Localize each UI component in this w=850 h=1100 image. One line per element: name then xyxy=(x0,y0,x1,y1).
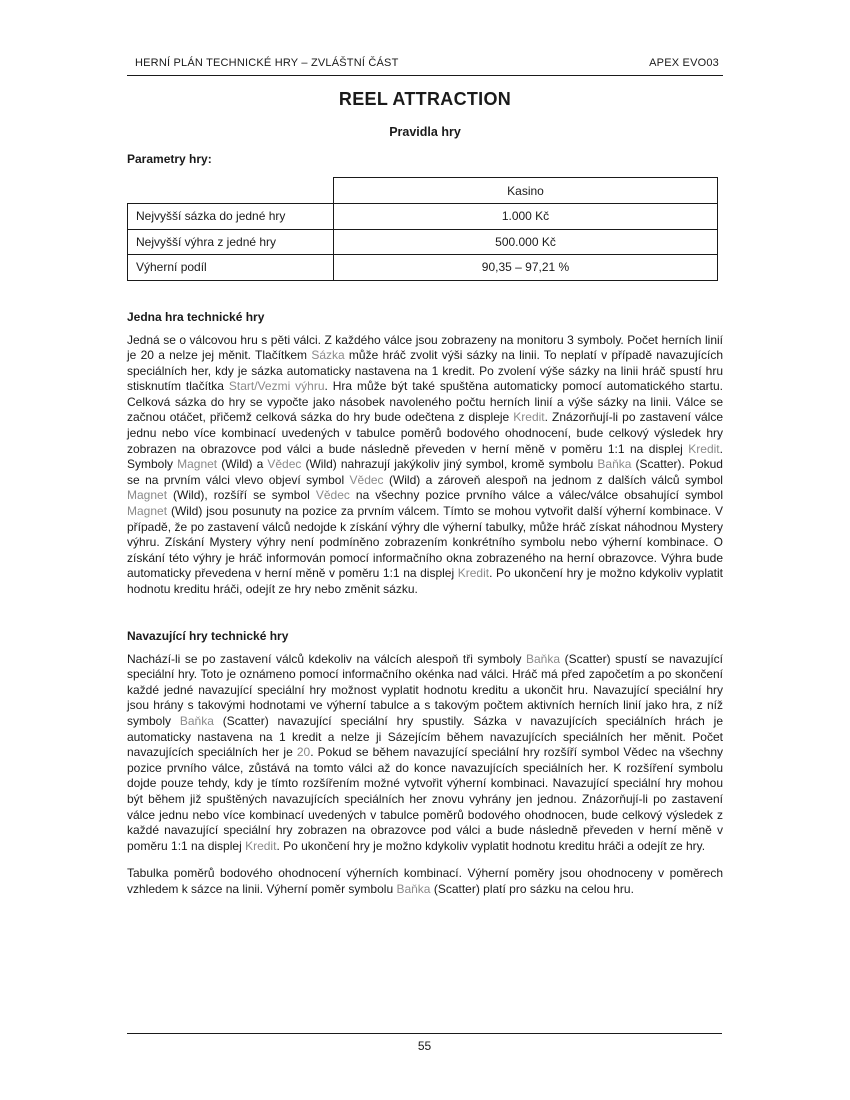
header-right-text: APEX EVO03 xyxy=(649,57,719,69)
header-rule xyxy=(127,75,723,76)
document-header xyxy=(127,57,723,69)
column-header-label: Kasino xyxy=(507,183,544,198)
section-paragraph: Tabulka poměrů bodového ohodnocení výherních kombinací. Výherní poměry jsou ohodnoceny v poměrech vzhledem k sázce na linii. Výherní poměr symbolu Baňka (Scatter) platí pro sázku na celou hru. xyxy=(127,866,723,896)
table-row xyxy=(128,229,717,255)
page-number: 55 xyxy=(417,1039,432,1053)
param-label: Nejvyšší výhra z jedné hry xyxy=(128,230,334,255)
rules-subtitle: Pravidla hry xyxy=(389,125,461,139)
section-heading-single-game: Jedna hra technické hry xyxy=(127,309,265,324)
section-heading-bonus-games: Navazující hry technické hry xyxy=(127,628,289,643)
section-paragraph: Jedná se o válcovou hru s pěti válci. Z každého válce jsou zobrazeny na monitoru 3 symboly. Počet herních linií je 20 a nelze jej měnit. Tlačítkem Sázka může hráč zvolit výši sázky na linii. To neplatí v případě navazujících speciálních her, kdy je sázka automaticky nastavena na 1 kredit. Po zvolení výše sázky na linii hráč spustí hru stisknutím tlačítka Start/Vezmi výhru. Hra může být také spuštěna automaticky pomocí automatického startu. Celková sázka do hry se vypočte jako násobek navoleného počtu herních linií a výše sázky na linii. Válce se začnou otáčet, přičemž celková sázka do hry bude odečtena z displeje Kredit. Znázorňují-li po zastavení válce jednu nebo více kombinací uvedených v tabulce poměrů bodového ohodnocení, bude celkový výsledek hry zobrazen na obrazovce pod válci a bude následně převeden v herní měně v poměru 1:1 na displej Kredit. Symboly Magnet (Wild) a Vědec (Wild) nahrazují jakýkoliv jiný symbol, kromě symbolu Baňka (Scatter). Pokud se na prvním válci vlevo objeví symbol Vědec (Wild) a zároveň alespoň na jednom z dalších válců symbol Magnet (Wild), rozšíří se symbol Vědec na všechny pozice prvního válce a válec/válce obsahující symbol Magnet (Wild) jsou posunuty na pozice za prvním válcem. Tímto se mohou vytvořit další výherní kombinace. V případě, že po zastavení válců nedojde k získání výhry dle výherní tabulky, může hráč získat náhodnou Mystery výhru. Získání Mystery výhry není podmíněno zobrazením konkrétního symbolu nebo výherní kombinace. O získání této výhry je hráč informován pomocí informačního okna zobrazeného na herní obrazovce. Výhra bude automaticky převedena v herní měně v poměru 1:1 na displej Kredit. Po ukončení hry je možno kdykoliv vyplatit hodnotu kreditu hráči, odejít ze hry nebo změnit sázku. xyxy=(127,332,724,596)
table-column-header xyxy=(333,177,718,203)
game-parameters-label: Parametry hry: xyxy=(127,152,212,166)
parameters-table-body xyxy=(127,203,718,281)
section-paragraph: Nachází-li se po zastavení válců kdekoliv na válcích alespoň tři symboly Baňka (Scatter) spustí se navazující speciální hry. Toto je oznámeno pomocí informačního okénka nad válci. Hráč má před započetím a po skončení každé jedné navazující speciální hry možnost vyplatit hodnotu kreditu a ukončit hru. Navazující speciální hry jsou hrány s takovými hodnotami ve výherní tabulce a s takovým počtem aktivních herních linií jako hra, z níž symboly Baňka (Scatter) navazující speciální hry spustily. Sázka v navazujících speciálních hrách je automaticky nastavena na 1 kredit a nelze ji Sázejícím během navazujících speciálních her měnit. Počet navazujících speciálních her je 20. Pokud se během navazující speciální hry rozšíří symbol Vědec na všechny pozice prvního válce, zůstává na tomto válci až do konce navazujících speciálních her. K rozšíření symbolu dojde pouze tehdy, kdy je tímto rozšířením možné vytvořit výherní kombinaci. Navazující speciální hry mohou být během již spuštěných navazujících speciálních her znovu vyhrány jen jednou. Znázorňují-li po zastavení válce jednu nebo více kombinací uvedených v tabulce poměrů bodového ohodnocen, bude celkový výsledek z každé navazující speciální hry zobrazen na obrazovce pod válci a bude následně převeden v herní měně v poměru 1:1 na displej Kredit. Po ukončení hry je možno kdykoliv vyplatit hodnotu kreditu hráči a odejít ze hry. xyxy=(127,651,723,853)
param-value: 500.000 Kč xyxy=(495,234,556,249)
footer-rule xyxy=(127,1033,722,1034)
parameters-table xyxy=(127,177,718,281)
param-value: 1.000 Kč xyxy=(501,209,550,224)
table-row xyxy=(128,204,717,229)
header-left-text: HERNÍ PLÁN TECHNICKÉ HRY – ZVLÁŠTNÍ ČÁST xyxy=(135,57,399,69)
table-row xyxy=(128,254,717,280)
param-label: Nejvyšší sázka do jedné hry xyxy=(128,204,334,229)
param-label: Výherní podíl xyxy=(128,255,334,280)
game-title: REEL ATTRACTION xyxy=(338,89,512,109)
param-value: 90,35 – 97,21 % xyxy=(481,260,570,275)
document-footer xyxy=(127,1033,722,1053)
